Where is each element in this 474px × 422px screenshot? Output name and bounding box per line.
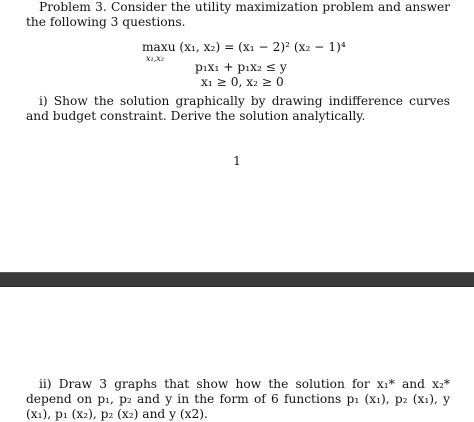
- part-ii-question: ii) Draw 3 graphs that show how the solution for x₁* and x₂* depend on p₁, p₂ and y in the form of 6 functions p₁ (x₁), p₂ (x₁), y (x₁), p₁ (x₂), p₂ (x₂) and y (x2).: [26, 377, 450, 421]
- nonnegativity-constraint: x₁ ≥ 0, x₂ ≥ 0: [201, 75, 284, 89]
- objective-subscript: x₁,x₂: [146, 54, 164, 63]
- problem-intro: Problem 3. Consider the utility maximization problem and answer the following 3 questions.: [26, 0, 450, 29]
- budget-constraint: p₁x₁ + p₁x₂ ≤ y: [195, 60, 287, 74]
- page-divider: [0, 272, 474, 287]
- part-i-question: i) Show the solution graphically by drawing indifference curves and budget constraint. Derive the solution analytically.: [26, 94, 450, 123]
- objective-expression: maxu (x₁, x₂) = (x₁ − 2)² (x₂ − 1)⁴: [142, 40, 346, 54]
- page-number: 1: [233, 154, 241, 168]
- objective-function: [142, 40, 346, 63]
